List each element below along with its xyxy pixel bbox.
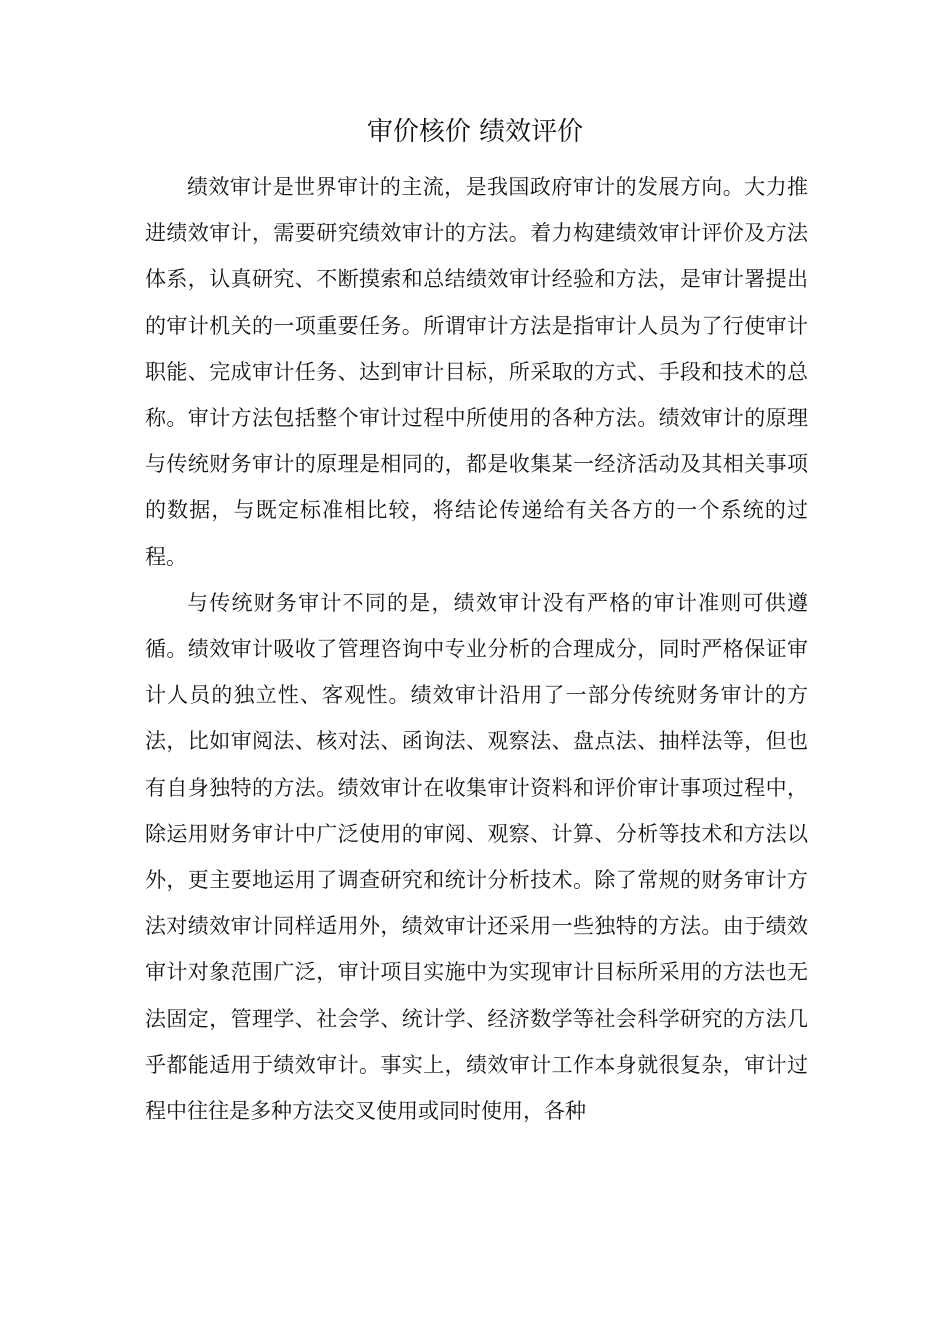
document-body: [145, 164, 808, 1134]
document-title: 审价核价 绩效评价: [366, 117, 584, 147]
paragraph-1: 绩效审计是世界审计的主流，是我国政府审计的发展方向。大力推进绩效审计，需要研究绩效审计的方法。着力构建绩效审计评价及方法体系，认真研究、不断摸索和总结绩效审计经验和方法，是审计署提出的审计机关的一项重要任务。所谓审计方法是指审计人员为了行使审计职能、完成审计任务、达到审计目标，所采取的方式、手段和技术的总称。审计方法包括整个审计过程中所使用的各种方法。绩效审计的原理与传统财务审计的原理是相同的，都是收集某一经济活动及其相关事项的数据，与既定标准相比较，将结论传递给有关各方的一个系统的过程。: [145, 175, 808, 569]
paragraph-2: 与传统财务审计不同的是，绩效审计没有严格的审计准则可供遵循。绩效审计吸收了管理咨询中专业分析的合理成分，同时严格保证审计人员的独立性、客观性。绩效审计沿用了一部分传统财务审计的方法，比如审阅法、核对法、函询法、观察法、盘点法、抽样法等，但也有自身独特的方法。绩效审计在收集审计资料和评价审计事项过程中，除运用财务审计中广泛使用的审阅、观察、计算、分析等技术和方法以外，更主要地运用了调查研究和统计分析技术。除了常规的财务审计方法对绩效审计同样适用外，绩效审计还采用一些独特的方法。由于绩效审计对象范围广泛，审计项目实施中为实现审计目标所采用的方法也无法固定，管理学、社会学、统计学、经济数学等社会科学研究的方法几乎都能适用于绩效审计。事实上，绩效审计工作本身就很复杂，审计过程中往往是多种方法交叉使用或同时使用，各种: [145, 590, 808, 1124]
